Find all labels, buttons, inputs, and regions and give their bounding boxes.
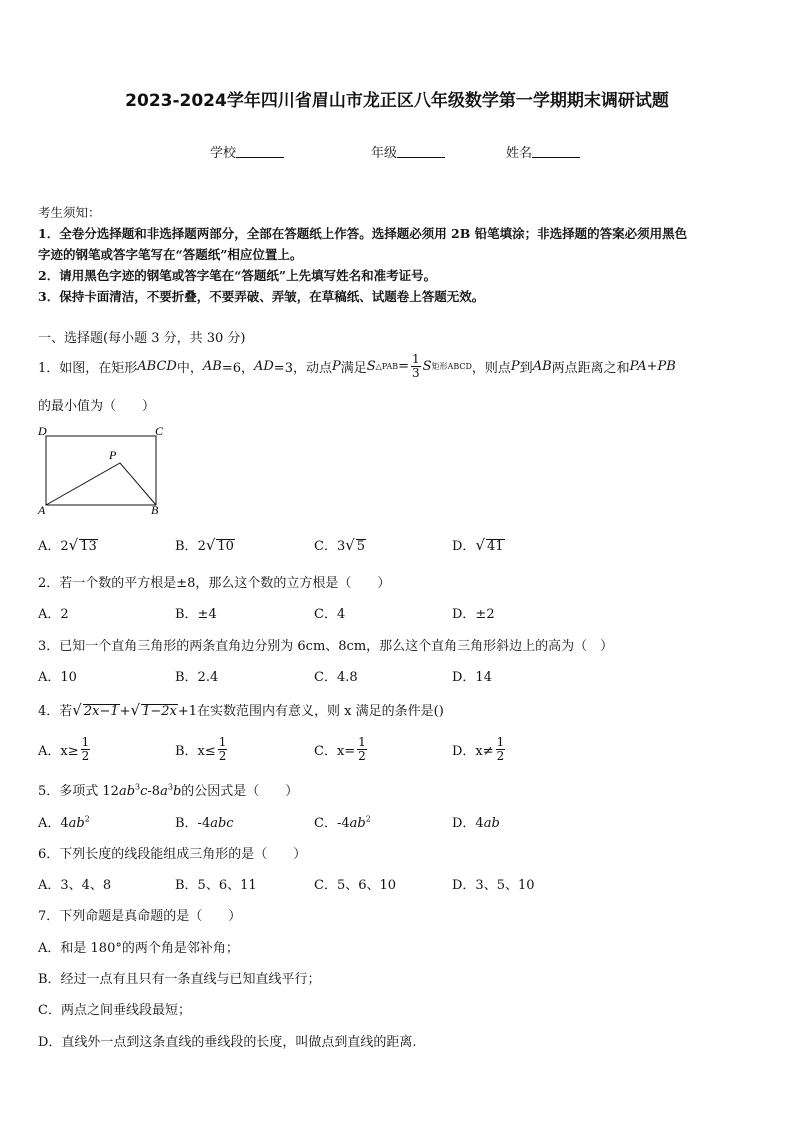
q1-option-c[interactable]	[314, 535, 366, 554]
notice-line-3: 3．保持卡面清洁，不要折叠，不要弄破、弄皱，在草稿纸、试题卷上答题无效。	[38, 289, 485, 304]
q1-text: ，则点	[471, 360, 511, 376]
q1-var: AD	[253, 358, 274, 374]
fraction-numerator: 1	[218, 735, 227, 749]
q2-option-a[interactable]: A．2	[38, 607, 69, 622]
rectangle-abcd	[46, 436, 156, 505]
option-var: ab	[349, 816, 366, 831]
q5-option-c[interactable]	[314, 812, 371, 831]
option-label: B．	[175, 539, 198, 554]
section-heading: 一、选择题(每小题 3 分，共 30 分)	[38, 331, 246, 346]
radicand: 41	[487, 539, 504, 554]
q3-option-d[interactable]: D．14	[452, 670, 492, 685]
q6-option-a[interactable]: A．3、4、8	[38, 878, 112, 893]
q4-text: +1在实数范围内有意义，则 x 满足的条件是()	[177, 704, 444, 719]
q1-text: +	[646, 358, 658, 374]
option-coef: 2	[60, 539, 69, 554]
q1-var: A	[532, 358, 543, 374]
q5-option-b[interactable]	[175, 812, 234, 831]
radical-icon: √	[130, 701, 141, 719]
label-d: D	[38, 424, 47, 438]
q4-option-c[interactable]	[314, 736, 369, 763]
q4-option-b[interactable]	[175, 736, 229, 763]
q4-text: +	[119, 704, 131, 719]
option-fraction	[357, 736, 367, 763]
q5-var: ab	[118, 784, 136, 799]
fraction-denominator: 3	[412, 365, 420, 380]
q4-option-d[interactable]	[452, 736, 507, 763]
q1-text: =3，动点	[273, 360, 332, 376]
q5-option-d[interactable]	[452, 812, 500, 831]
question-1-stem	[38, 350, 676, 382]
notice-line-1a: 1．全卷分选择题和非选择题两部分，全部在答题纸上作答。选择题必须用 2B 铅笔填涂；非选择题的答案必须用黑色	[38, 226, 688, 241]
page-title: 2023-2024学年四川省眉山市龙正区八年级数学第一学期期末调研试题	[125, 91, 669, 111]
q1-var: B	[542, 358, 552, 374]
q5-var: a	[160, 784, 168, 799]
q1-var: S	[366, 358, 376, 374]
radicand: 10	[217, 539, 234, 554]
notice-line-1b: 字迹的钢笔或答字笔写在“答题纸”相应位置上。	[38, 247, 303, 262]
q7-option-a[interactable]: A．和是 180°的两个角是邻补角；	[38, 941, 239, 956]
question-5-stem	[38, 780, 298, 799]
q1-option-d[interactable]	[452, 535, 505, 554]
option-label: D．4	[452, 816, 484, 831]
radical-icon: √	[475, 536, 485, 554]
option-label: C．	[314, 539, 337, 554]
option-label: D．x≠	[452, 744, 494, 759]
name-label: 姓名	[506, 146, 533, 161]
grade-field	[371, 142, 445, 161]
q4-text: 4．若	[38, 704, 73, 719]
option-coef: 3	[336, 539, 346, 554]
option-fraction	[496, 736, 506, 763]
name-field	[506, 142, 580, 161]
q1-subscript: 矩形ABCD	[431, 361, 472, 371]
q1-var: S	[422, 358, 432, 374]
school-field	[210, 142, 284, 161]
label-c: C	[155, 424, 164, 438]
radicand: 1−2x	[142, 704, 177, 719]
q5-option-a[interactable]	[38, 812, 90, 831]
school-label: 学校	[210, 146, 237, 161]
radicand: 5	[356, 539, 366, 554]
option-label: B．x≤	[175, 744, 216, 759]
name-blank	[532, 145, 580, 158]
q1-var: P	[510, 358, 520, 374]
q5-var: b	[172, 784, 182, 799]
option-var: abc	[210, 816, 234, 831]
question-3-stem: 3．已知一个直角三角形的两条直角边分别为 6cm、8cm，那么这个直角三角形斜边上的高为（ ）	[38, 639, 614, 654]
option-label: B．-4	[175, 816, 211, 831]
school-blank	[236, 145, 284, 158]
q2-option-b[interactable]: B．±4	[175, 607, 217, 622]
radical-icon: √	[72, 701, 82, 719]
q7-option-c[interactable]: C．两点之间垂线段最短；	[38, 1003, 191, 1018]
option-label: C．-4	[314, 816, 350, 831]
label-p: P	[109, 448, 117, 462]
option-var: ab	[68, 816, 85, 831]
notice-heading: 考生须知：	[38, 205, 101, 220]
q3-option-c[interactable]: C．4.8	[314, 670, 358, 685]
fraction-denominator: 2	[81, 749, 90, 763]
q1-text: =	[398, 358, 410, 374]
q6-option-d[interactable]: D．3、5、10	[452, 878, 535, 893]
option-exponent: 2	[84, 814, 90, 824]
question-6-stem: 6．下列长度的线段能组成三角形的是（ ）	[38, 847, 307, 862]
fraction-numerator: 1	[496, 735, 505, 749]
q7-option-b[interactable]: B．经过一点有且只有一条直线与已知直线平行；	[38, 972, 321, 987]
radical-icon: √	[345, 536, 355, 554]
option-exponent: 2	[365, 814, 371, 824]
label-a: A	[38, 503, 46, 517]
q1-option-a[interactable]	[38, 535, 98, 554]
q1-text: 1．如图，在矩形	[38, 360, 138, 376]
q1-option-b[interactable]	[175, 535, 235, 554]
radicand: 13	[80, 539, 97, 554]
q5-text: 5．多项式 12	[38, 784, 119, 799]
option-label: D．	[452, 539, 476, 554]
q1-var: PA	[629, 358, 647, 374]
question-7-stem: 7．下列命题是真命题的是（ ）	[38, 909, 242, 924]
label-b: B	[151, 503, 159, 517]
fraction-numerator: 1	[412, 351, 420, 366]
fraction-denominator: 2	[496, 749, 505, 763]
q6-option-c[interactable]: C．5、6、10	[314, 878, 397, 893]
q5-exponent: 3	[135, 782, 141, 792]
fraction-numerator: 1	[358, 735, 366, 749]
option-label: A．x≥	[38, 744, 79, 759]
radicand: 2x−1	[83, 704, 119, 719]
q5-exponent: 3	[167, 782, 173, 792]
question-4-stem	[38, 700, 444, 719]
fraction-numerator: 1	[81, 735, 90, 749]
q1-fraction	[411, 353, 421, 380]
triangle-pab	[46, 463, 156, 505]
option-fraction	[218, 736, 228, 763]
option-label: A．	[38, 539, 61, 554]
rectangle-figure	[34, 422, 174, 518]
q1-text: 中，	[176, 360, 203, 376]
fraction-denominator: 2	[218, 749, 227, 763]
q5-text: -8	[147, 784, 161, 799]
q5-var: c	[140, 784, 148, 799]
question-2-stem: 2．若一个数的平方根是±8，那么这个数的立方根是（ ）	[38, 576, 391, 591]
q1-text: =6，	[221, 360, 254, 376]
option-var: ab	[483, 816, 500, 831]
q4-option-a[interactable]	[38, 736, 92, 763]
q7-option-d[interactable]: D．直线外一点到这条直线的垂线段的长度，叫做点到直线的距离.	[38, 1035, 417, 1050]
q1-text: 两点距离之和	[551, 360, 630, 376]
option-label: A．4	[38, 816, 69, 831]
q5-text: 的公因式是（ ）	[181, 784, 299, 799]
q1-var: P	[331, 358, 341, 374]
q1-subscript: △PAB	[375, 361, 399, 371]
option-fraction	[81, 736, 91, 763]
q1-var: AB	[202, 358, 222, 374]
radical-icon: √	[68, 536, 79, 554]
q1-var: ABCD	[137, 358, 177, 374]
q2-option-d[interactable]: D．±2	[452, 607, 495, 622]
fraction-denominator: 2	[358, 749, 366, 763]
q6-option-b[interactable]: B．5、6、11	[175, 878, 257, 893]
q1-text: 满足	[340, 360, 367, 376]
q1-var: PB	[657, 358, 676, 374]
option-label: C．x=	[314, 744, 356, 759]
notice-line-2: 2．请用黑色字迹的钢笔或答字笔在“答题纸”上先填写姓名和准考证号。	[38, 268, 437, 283]
q2-option-c[interactable]: C．4	[314, 607, 346, 622]
q3-option-b[interactable]: B．2.4	[175, 670, 219, 685]
question-1-stem-line2: 的最小值为（ ）	[38, 399, 156, 414]
q3-option-a[interactable]: A．10	[38, 670, 77, 685]
grade-blank	[397, 145, 445, 158]
radical-icon: √	[205, 536, 216, 554]
q1-text: 到	[519, 360, 533, 376]
option-coef: 2	[197, 539, 206, 554]
grade-label: 年级	[371, 146, 398, 161]
